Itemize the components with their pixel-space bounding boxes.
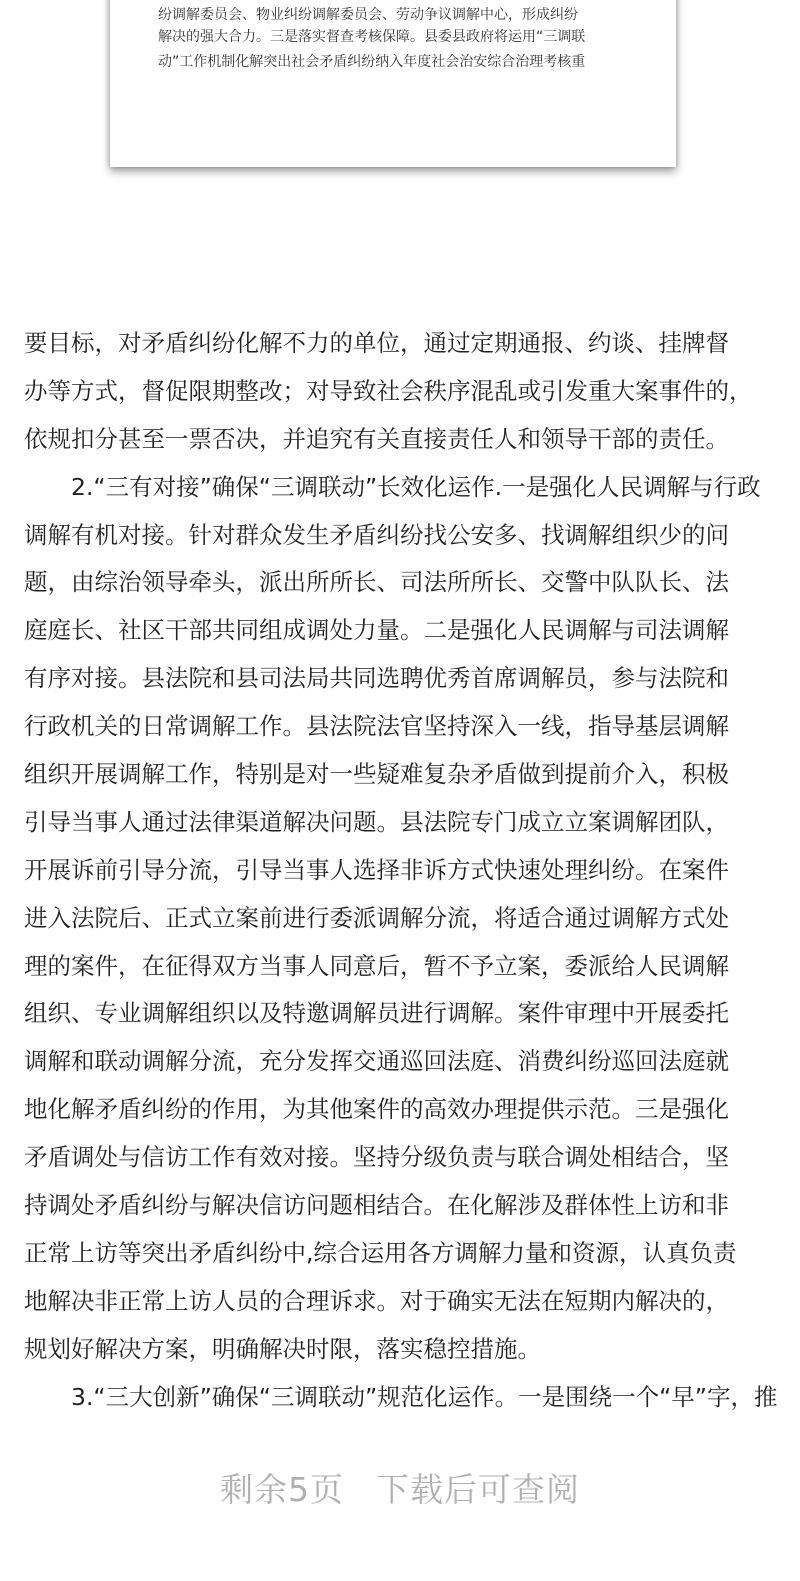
text-line: 引导当事人通过法律渠道解决问题。县法院专门成立立案调解团队，: [24, 807, 729, 836]
download-hint-label: 下载后可查阅: [376, 1470, 580, 1509]
text-line: 组织、专业调解组织以及特邀调解员进行调解。案件审理中开展委托: [24, 999, 729, 1028]
text-line: 办等方式，督促限期整改；对导致社会秩序混乱或引发重大案事件的，: [24, 376, 753, 405]
text-line: 地解决非正常上访人员的合理诉求。对于确实无法在短期内解决的，: [24, 1286, 729, 1315]
text-line: 有序对接。县法院和县司法局共同选聘优秀首席调解员，参与法院和: [24, 664, 729, 693]
text-line: 正常上访等突出矛盾纠纷中,综合运用各方调解力量和资源，认真负责: [24, 1238, 737, 1267]
text-line: 调解和联动调解分流，充分发挥交通巡回法庭、消费纠纷巡回法庭就: [24, 1047, 729, 1076]
text-line: 组织开展调解工作，特别是对一些疑难复杂矛盾做到提前介入，积极: [24, 760, 729, 789]
document-body: [24, 320, 776, 1421]
text-line: 矛盾调处与信访工作有效对接。坚持分级负责与联合调处相结合，坚: [24, 1143, 729, 1172]
preview-page-card: [110, 0, 676, 167]
paragraph-start-line: 3.“三大创新”确保“三调联动”规范化运作。一是围绕一个“早”字，推: [71, 1382, 778, 1411]
preview-text-line: 动”工作机制化解突出社会矛盾纠纷纳入年度社会治安综合治理考核重: [158, 54, 586, 70]
text-line: 题，由综治领导牵头，派出所所长、司法所所长、交警中队队长、法: [24, 568, 729, 597]
text-line: 开展诉前引导分流，引导当事人选择非诉方式快速处理纠纷。在案件: [24, 855, 729, 884]
text-line: 持调处矛盾纠纷与解决信访问题相结合。在化解涉及群体性上访和非: [24, 1191, 729, 1220]
text-line: 要目标，对矛盾纠纷化解不力的单位，通过定期通报、约谈、挂牌督: [24, 329, 729, 357]
text-line: 依规扣分甚至一票否决，并追究有关直接责任人和领导干部的责任。: [24, 424, 729, 453]
text-line: 地化解矛盾纠纷的作用，为其他案件的高效办理提供示范。三是强化: [24, 1095, 729, 1124]
text-line: 庭庭长、社区干部共同组成调处力量。二是强化人民调解与司法调解: [24, 616, 729, 645]
text-line: 调解有机对接。针对群众发生矛盾纠纷找公安多、找调解组织少的问: [24, 520, 729, 549]
download-prompt[interactable]: [0, 1465, 800, 1515]
paragraph-start-line: 2.“三有对接”确保“三调联动”长效化运作.一是强化人民调解与行政: [71, 472, 761, 501]
text-line: 理的案件，在征得双方当事人同意后，暂不予立案，委派给人民调解: [24, 951, 729, 980]
preview-text-line: 解决的强大合力。三是落实督查考核保障。县委县政府将运用“三调联: [158, 29, 586, 45]
text-line: 进入法院后、正式立案前进行委派调解分流，将适合通过调解方式处: [24, 903, 729, 932]
remaining-pages-label: 剩余5页: [220, 1470, 344, 1509]
text-line: 规划好解决方案，明确解决时限，落实稳控措施。: [24, 1334, 541, 1363]
text-line: 行政机关的日常调解工作。县法院法官坚持深入一线，指导基层调解: [24, 712, 729, 741]
preview-text-line: 纷调解委员会、物业纠纷调解委员会、劳动争议调解中心，形成纠纷: [158, 7, 578, 23]
